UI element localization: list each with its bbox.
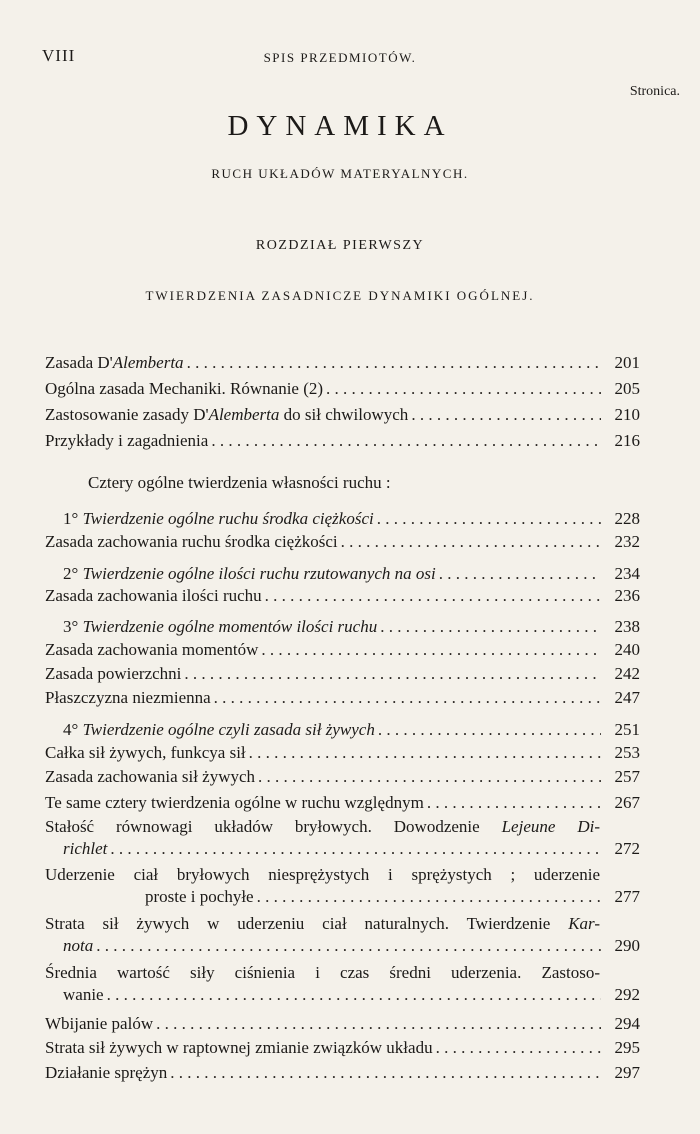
chapter-title: ROZDZIAŁ PIERWSZY xyxy=(255,238,425,253)
entry-text: proste i pochyłe xyxy=(145,887,254,906)
page-number: 205 xyxy=(614,379,640,398)
dot-leader xyxy=(187,352,601,374)
dot-leader xyxy=(170,1062,601,1084)
entry-text: Zasada zachowania sił żywych xyxy=(45,767,256,786)
page-number: 236 xyxy=(614,586,640,605)
entry-number: 1° xyxy=(63,509,83,528)
dot-leader xyxy=(249,742,601,764)
dot-leader xyxy=(211,430,601,452)
part-subtitle: RUCH UKŁADÓW MATERYALNYCH. xyxy=(211,166,469,181)
dot-leader xyxy=(261,639,601,661)
entry-text: Zasada powierzchni xyxy=(45,664,182,683)
entry-text: Całka sił żywych, funkcya sił xyxy=(45,743,246,762)
entry-italic-text: Twierdzenie ogólne ilości ruchu rzutowanych na osi xyxy=(82,564,436,583)
entry-italic-text: Lejeune Di- xyxy=(501,817,600,836)
entry-text: Średnia wartość siły ciśnienia i czas średni uderzenia. Zastoso- xyxy=(45,963,600,982)
dot-leader xyxy=(96,935,601,957)
dot-leader xyxy=(258,766,601,788)
dot-leader xyxy=(439,563,601,585)
entry-text: Strata sił żywych w uderzeniu ciał naturalnych. Twierdzenie xyxy=(45,914,569,933)
page-number: 228 xyxy=(614,509,640,528)
toc-entry[interactable] xyxy=(45,1037,640,1059)
page-number: 247 xyxy=(614,688,640,707)
entry-text: do sił chwilowych xyxy=(279,405,409,424)
entry-italic-text: Alemberta xyxy=(112,353,184,372)
entry-text: Przykłady i zagadnienia xyxy=(45,431,209,450)
page-number: 216 xyxy=(614,431,640,450)
toc-entry[interactable] xyxy=(45,508,640,530)
toc-entry[interactable] xyxy=(45,531,640,553)
entry-italic-text: Twierdzenie ogólne ruchu środka ciężkości xyxy=(82,509,374,528)
toc-entry[interactable] xyxy=(45,719,640,741)
page-number: 232 xyxy=(614,532,640,551)
page-number: 290 xyxy=(614,936,640,955)
entry-italic-text: nota xyxy=(63,936,94,955)
page-number: 257 xyxy=(614,767,640,786)
part-title: DYNAMIKA xyxy=(227,110,453,142)
page-folio: VIII xyxy=(42,46,76,65)
dot-leader xyxy=(378,719,601,741)
intro-text: Cztery ogólne twierdzenia własności ruchu : xyxy=(88,473,391,492)
section-title: TWIERDZENIA ZASADNICZE DYNAMIKI OGÓLNEJ. xyxy=(145,288,535,303)
dot-leader xyxy=(265,585,601,607)
entry-italic-text: Twierdzenie ogólne czyli zasada sił żywych xyxy=(82,720,375,739)
entry-text: Zasada zachowania ilości ruchu xyxy=(45,586,262,605)
dot-leader xyxy=(341,531,601,553)
toc-entry[interactable] xyxy=(45,1013,640,1035)
page-number: 242 xyxy=(614,664,640,683)
toc-entry[interactable] xyxy=(45,430,640,452)
entry-italic-text: Alemberta xyxy=(208,405,280,424)
toc-entry[interactable] xyxy=(45,864,640,908)
page-number: 295 xyxy=(614,1038,640,1057)
dot-leader xyxy=(110,838,601,860)
toc-entry[interactable] xyxy=(45,816,640,860)
page-number: 234 xyxy=(614,564,640,583)
entry-number: 3° xyxy=(63,617,83,636)
toc-entry[interactable] xyxy=(45,792,640,814)
toc-entry[interactable] xyxy=(45,404,640,426)
dot-leader xyxy=(156,1013,601,1035)
page-number: 277 xyxy=(614,887,640,906)
entry-text: wanie xyxy=(63,985,104,1004)
page-number: 251 xyxy=(614,720,640,739)
entry-text: Zasada D' xyxy=(45,353,113,372)
entry-number: 2° xyxy=(63,564,83,583)
toc-entry[interactable] xyxy=(45,962,640,1006)
page-number: 201 xyxy=(614,353,640,372)
page-number: 240 xyxy=(614,640,640,659)
entry-text: Strata sił żywych w raptownej zmianie związków układu xyxy=(45,1038,433,1057)
toc-entry[interactable] xyxy=(45,1062,640,1084)
toc-entry[interactable] xyxy=(45,378,640,400)
dot-leader xyxy=(436,1037,601,1059)
dot-leader xyxy=(427,792,601,814)
entry-text: Płaszczyzna niezmienna xyxy=(45,688,211,707)
page-number: 297 xyxy=(614,1063,640,1082)
toc-entry[interactable] xyxy=(45,742,640,764)
dot-leader xyxy=(326,378,601,400)
page-number: 272 xyxy=(614,839,640,858)
entry-text: Uderzenie ciał bryłowych niesprężystych i sprężystych ; uderzenie xyxy=(45,865,600,884)
entry-text: Zastosowanie zasady D' xyxy=(45,405,209,424)
entry-text: Zasada zachowania momentów xyxy=(45,640,259,659)
page-number: 294 xyxy=(614,1014,640,1033)
dot-leader xyxy=(214,687,601,709)
toc-entry[interactable] xyxy=(45,913,640,957)
entry-italic-text: richlet xyxy=(63,839,108,858)
entry-text: Zasada zachowania ruchu środka ciężkości xyxy=(45,532,338,551)
toc-entry[interactable] xyxy=(45,663,640,685)
toc-entry[interactable] xyxy=(45,766,640,788)
dot-leader xyxy=(257,886,601,908)
dot-leader xyxy=(411,404,601,426)
running-head-title: SPIS PRZEDMIOTÓW. xyxy=(263,50,417,65)
entry-italic-text: Twierdzenie ogólne momentów ilości ruchu xyxy=(82,617,378,636)
toc-entry[interactable] xyxy=(45,639,640,661)
dot-leader xyxy=(380,616,601,638)
page-column-label: Stronica. xyxy=(629,84,680,99)
toc-entry[interactable] xyxy=(45,687,640,709)
page-number: 292 xyxy=(614,985,640,1004)
page-number: 210 xyxy=(614,405,640,424)
entry-italic-text: Kar- xyxy=(568,914,600,933)
toc-entry[interactable] xyxy=(45,563,640,585)
toc-entry[interactable] xyxy=(45,616,640,638)
dot-leader xyxy=(377,508,601,530)
entry-text: Te same cztery twierdzenia ogólne w ruchu względnym xyxy=(45,793,424,812)
entry-number: 4° xyxy=(63,720,83,739)
page-number: 238 xyxy=(614,617,640,636)
page-number: 267 xyxy=(614,793,640,812)
toc-entry[interactable] xyxy=(45,585,640,607)
page-number: 253 xyxy=(614,743,640,762)
toc-entry[interactable] xyxy=(45,352,640,374)
dot-leader xyxy=(107,984,601,1006)
entry-text: Wbijanie palów xyxy=(45,1014,154,1033)
entry-text: Działanie sprężyn xyxy=(45,1063,168,1082)
dot-leader xyxy=(184,663,601,685)
entry-text: Ogólna zasada Mechaniki. Równanie (2) xyxy=(45,379,324,398)
entry-text: Stałość równowagi układów bryłowych. Dowodzenie xyxy=(45,817,502,836)
